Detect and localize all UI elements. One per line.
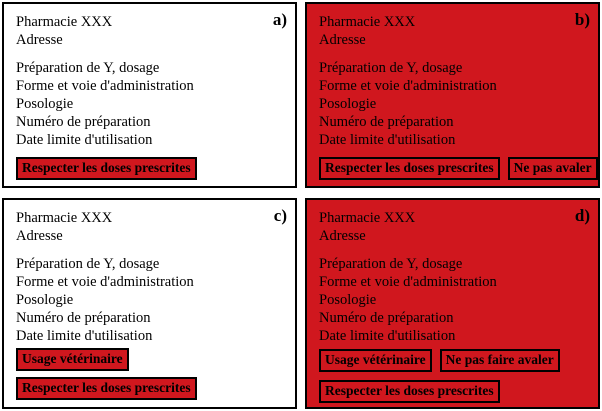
panel-letter: c) [273, 206, 287, 225]
posology-line: Posologie [16, 292, 74, 308]
panel-letter: b) [574, 10, 590, 29]
label-text-block [16, 209, 194, 345]
warning-labels-row [16, 157, 197, 180]
warning-label-veterinary-use: Usage vétérinaire [319, 349, 432, 372]
warning-labels-row [319, 380, 500, 403]
pharmacy-address: Adresse [319, 228, 366, 244]
preparation-number-line: Numéro de préparation [16, 114, 151, 130]
panel-letter: d) [574, 206, 590, 225]
preparation-line: Préparation de Y, dosage [16, 256, 160, 272]
pharmacy-name: Pharmacie XXX [16, 210, 113, 226]
expiry-date-line: Date limite d'utilisation [16, 132, 153, 148]
pharmacy-name: Pharmacie XXX [16, 14, 113, 30]
pharmacy-address: Adresse [16, 32, 63, 48]
warning-label-do-not-give-to-swallow: Ne pas faire avaler [440, 349, 560, 372]
label-panel-b [305, 2, 600, 188]
warning-labels-row [319, 157, 598, 180]
posology-line: Posologie [319, 96, 377, 112]
preparation-line: Préparation de Y, dosage [16, 60, 160, 76]
warning-label-respect-doses: Respecter les doses prescrites [319, 157, 500, 180]
posology-line: Posologie [319, 292, 377, 308]
expiry-date-line: Date limite d'utilisation [319, 132, 456, 148]
expiry-date-line: Date limite d'utilisation [319, 328, 456, 344]
preparation-number-line: Numéro de préparation [16, 310, 151, 326]
expiry-date-line: Date limite d'utilisation [16, 328, 153, 344]
label-panel-c [2, 198, 297, 409]
warning-label-respect-doses: Respecter les doses prescrites [16, 377, 197, 400]
posology-line: Posologie [16, 96, 74, 112]
warning-labels-row [16, 377, 197, 400]
administration-line: Forme et voie d'administration [319, 78, 497, 94]
warning-labels-row [16, 348, 129, 371]
pharmacy-name: Pharmacie XXX [319, 14, 416, 30]
warning-labels-row [319, 349, 560, 372]
administration-line: Forme et voie d'administration [16, 274, 194, 290]
panel-letter: a) [272, 10, 287, 29]
administration-line: Forme et voie d'administration [319, 274, 497, 290]
preparation-number-line: Numéro de préparation [319, 114, 454, 130]
warning-label-do-not-swallow: Ne pas avaler [508, 157, 598, 180]
pharmacy-name: Pharmacie XXX [319, 210, 416, 226]
pharmacy-address: Adresse [319, 32, 366, 48]
label-text-block [16, 13, 194, 149]
label-panel-a [2, 2, 297, 188]
preparation-line: Préparation de Y, dosage [319, 256, 463, 272]
pharmacy-address: Adresse [16, 228, 63, 244]
preparation-line: Préparation de Y, dosage [319, 60, 463, 76]
warning-label-respect-doses: Respecter les doses prescrites [319, 380, 500, 403]
warning-label-respect-doses: Respecter les doses prescrites [16, 157, 197, 180]
label-text-block [319, 13, 497, 149]
label-text-block [319, 209, 497, 345]
warning-label-veterinary-use: Usage vétérinaire [16, 348, 129, 371]
label-panel-d [305, 198, 600, 409]
administration-line: Forme et voie d'administration [16, 78, 194, 94]
preparation-number-line: Numéro de préparation [319, 310, 454, 326]
